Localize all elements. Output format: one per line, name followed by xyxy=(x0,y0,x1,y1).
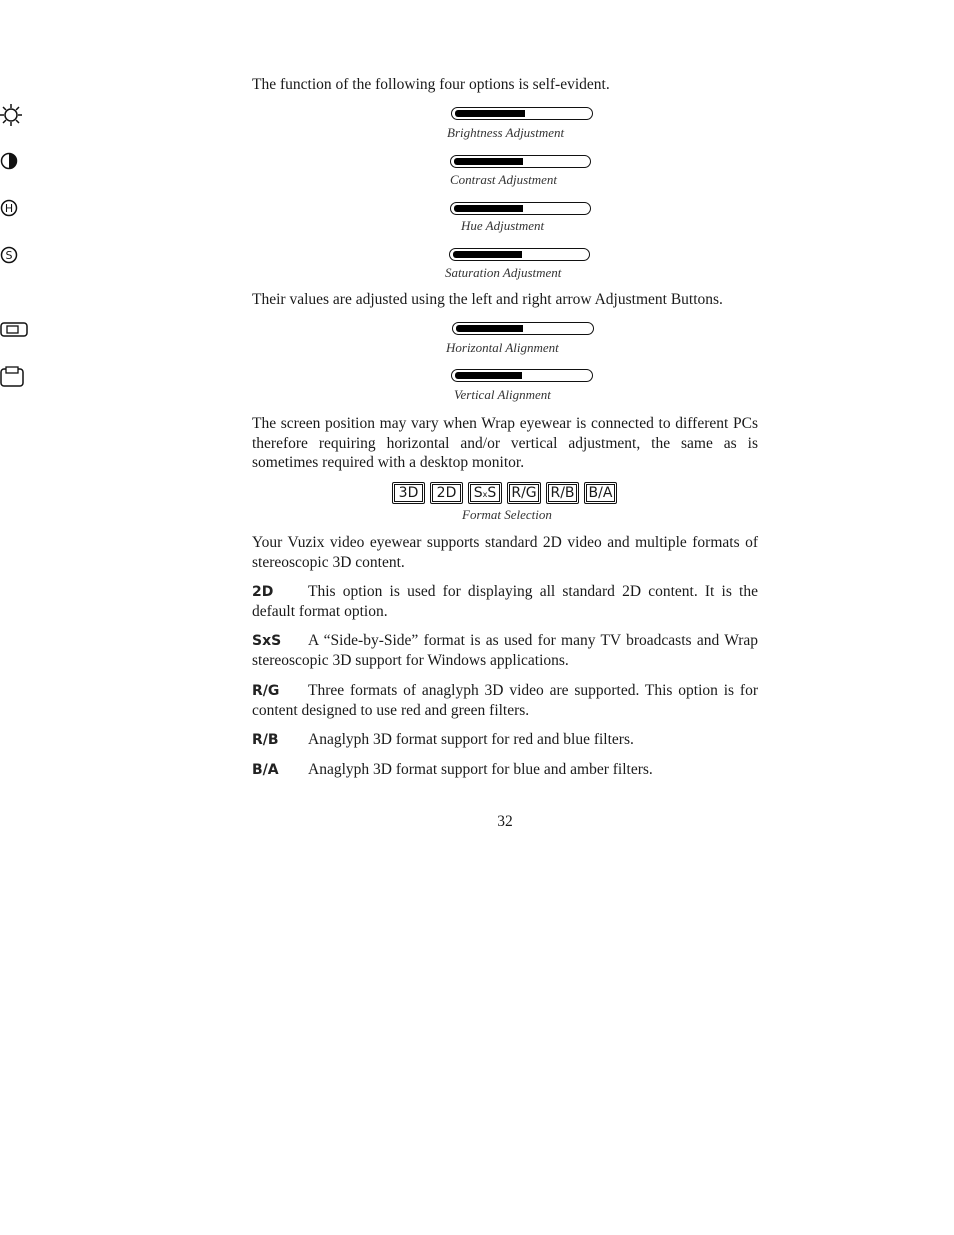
brightness-bar[interactable] xyxy=(451,107,593,120)
definition-text: Three formats of anaglyph 3D video are supported. This option is for content designed to use red and green filters. xyxy=(252,682,758,719)
definition-text: This option is used for displaying all standard 2D content. It is the default format option. xyxy=(252,583,758,620)
definition-term: R/G xyxy=(252,683,280,699)
saturation-control xyxy=(0,246,954,280)
vertical-alignment-bar[interactable] xyxy=(451,369,593,382)
format-2d-button[interactable]: 2D xyxy=(430,482,463,504)
contrast-caption: Contrast Adjustment xyxy=(450,172,558,187)
brightness-control xyxy=(0,104,954,140)
horizontal-alignment-bar[interactable] xyxy=(452,322,594,335)
svg-text:H: H xyxy=(4,202,14,215)
format-3d-button[interactable]: 3D xyxy=(392,482,425,504)
position-paragraph: The screen position may vary when Wrap eyewear is connected to different PCs therefore requiring horizontal and/or vertical adjustment, the same as is sometimes required with a desktop monitor. xyxy=(252,415,758,471)
sun-icon xyxy=(0,104,22,126)
hue-caption: Hue Adjustment xyxy=(461,218,545,233)
horizontal-alignment-control xyxy=(0,320,954,355)
format-sxs-button[interactable]: SxS xyxy=(468,482,502,504)
format-rg-button[interactable]: R/G xyxy=(507,482,541,504)
horizontal-align-icon xyxy=(0,320,30,338)
format-ba-button[interactable]: B/A xyxy=(584,482,617,504)
vertical-alignment-control xyxy=(0,366,954,402)
definition-term: R/B xyxy=(252,732,279,748)
page-number: 32 xyxy=(497,813,513,830)
saturation-icon xyxy=(0,246,18,264)
contrast-bar[interactable] xyxy=(450,155,591,168)
svg-text:S: S xyxy=(5,249,13,262)
definition-term: B/A xyxy=(252,762,279,778)
hue-control xyxy=(0,199,954,233)
horizontal-alignment-caption: Horizontal Alignment xyxy=(446,340,559,355)
definition-text: Anaglyph 3D format support for blue and amber filters. xyxy=(308,761,653,778)
hue-bar[interactable] xyxy=(450,202,591,215)
support-paragraph: Your Vuzix video eyewear supports standard 2D video and multiple formats of stereoscopic 3D content. xyxy=(252,534,758,571)
saturation-bar[interactable] xyxy=(449,248,590,261)
intro-paragraph: The function of the following four options is self-evident. xyxy=(252,76,610,93)
contrast-control xyxy=(0,152,954,187)
definition-term: 2D xyxy=(252,584,274,600)
vertical-align-icon xyxy=(0,366,26,388)
definition-term: SxS xyxy=(252,633,282,649)
hue-icon xyxy=(0,199,18,217)
definition-text: Anaglyph 3D format support for red and blue filters. xyxy=(308,731,634,748)
definition-text: A “Side-by-Side” format is as used for many TV broadcasts and Wrap stereoscopic 3D support for Windows applications. xyxy=(252,632,758,669)
brightness-caption: Brightness Adjustment xyxy=(447,125,565,140)
contrast-icon xyxy=(0,152,18,170)
format-rb-button[interactable]: R/B xyxy=(546,482,579,504)
format-caption: Format Selection xyxy=(462,507,552,522)
saturation-caption: Saturation Adjustment xyxy=(445,265,562,280)
adjust-paragraph: Their values are adjusted using the left and right arrow Adjustment Buttons. xyxy=(252,291,723,308)
vertical-alignment-caption: Vertical Alignment xyxy=(454,387,551,402)
